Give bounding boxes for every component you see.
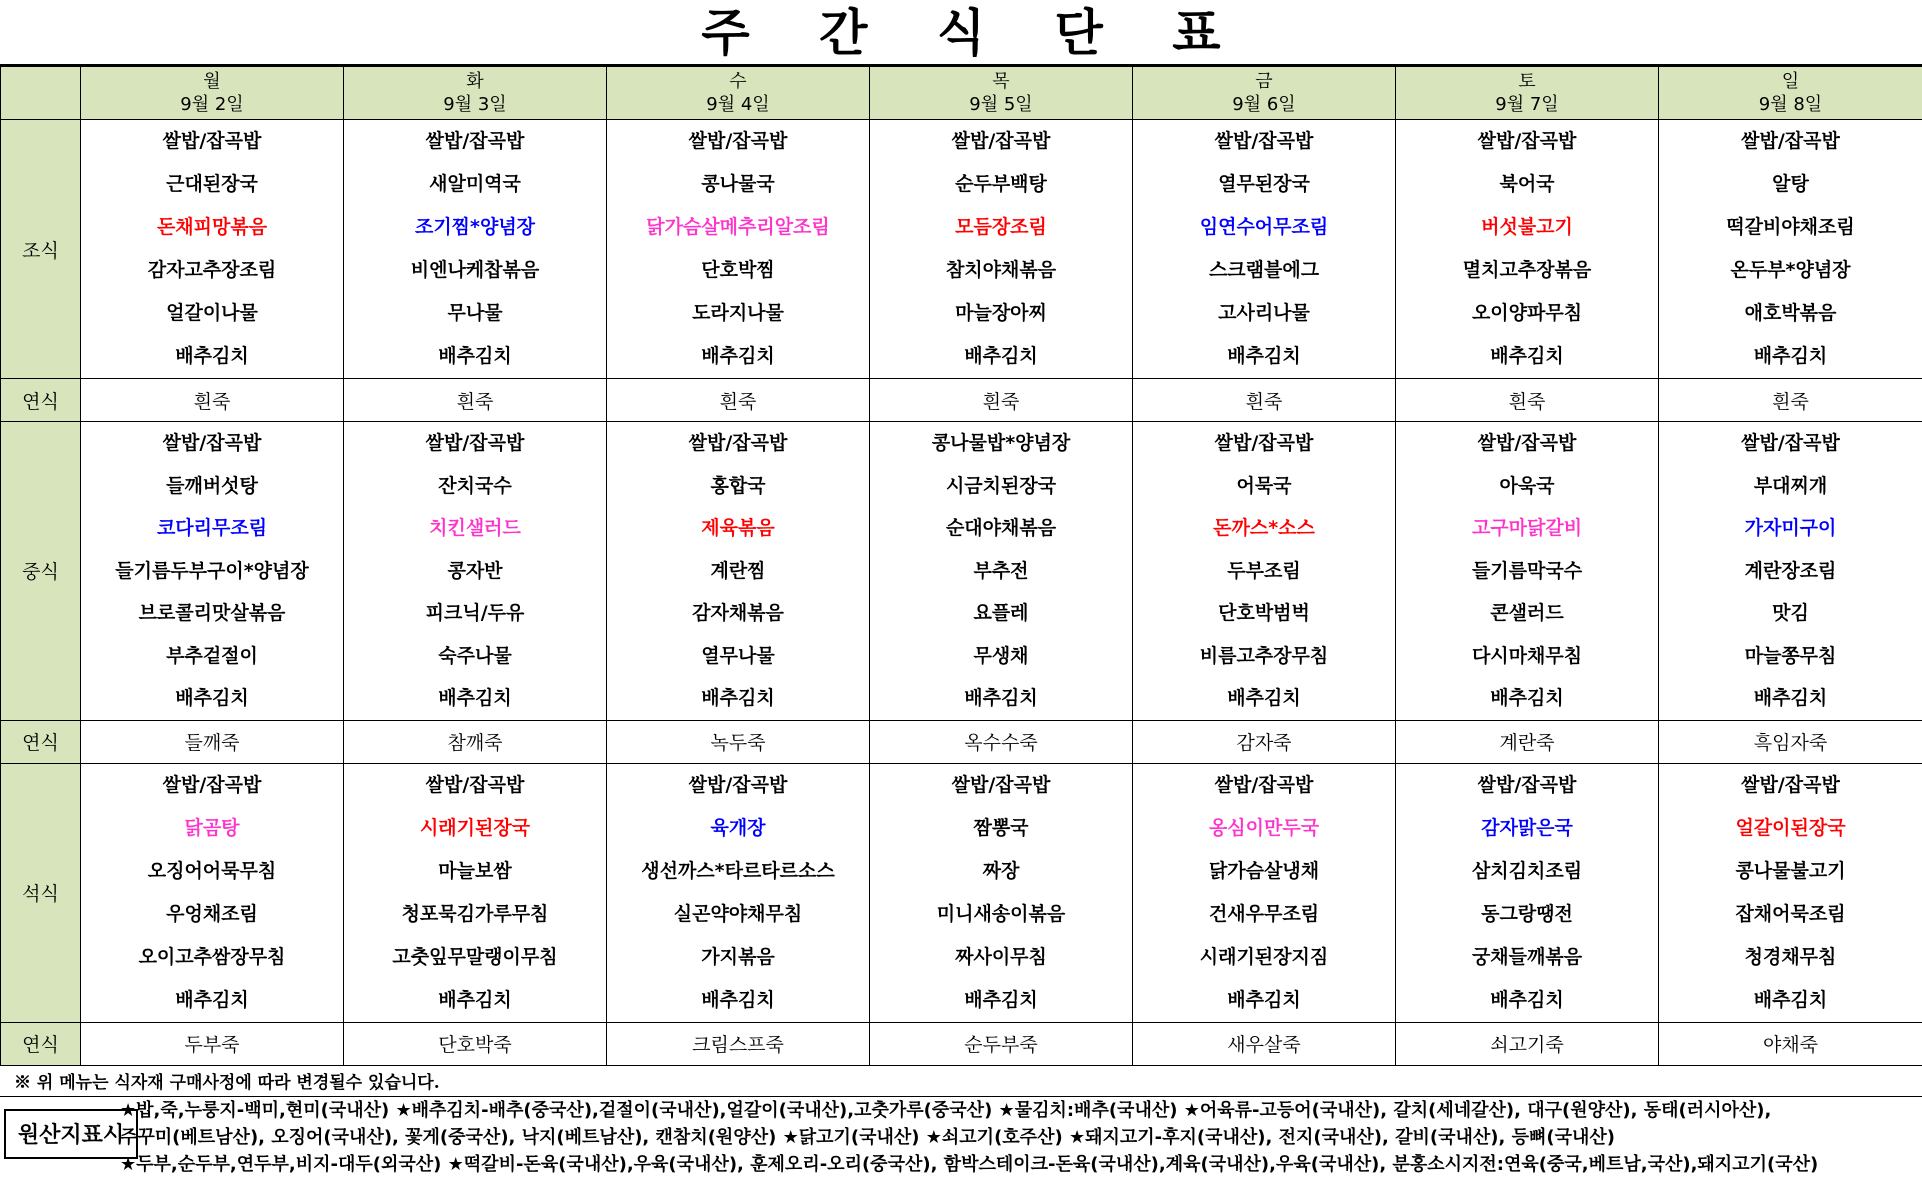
- menu-item: 궁채들깨볶음: [1471, 945, 1583, 968]
- snack-item: 흰죽: [1396, 379, 1659, 422]
- menu-item: 오이고추쌈장무침: [138, 945, 286, 968]
- menu-item: 옹심이만두국: [1208, 816, 1320, 839]
- menu-item: 감자맑은국: [1481, 816, 1573, 839]
- menu-item: 열무된장국: [1218, 173, 1310, 195]
- menu-item: 우엉채조림: [166, 902, 258, 925]
- menu-item: 육개장: [710, 816, 766, 839]
- menu-cell: [1133, 120, 1396, 379]
- page-title: 주 간 식 단 표: [0, 0, 1922, 66]
- menu-item: 닭가슴살냉채: [1208, 859, 1320, 882]
- menu-item: 배추김치: [1753, 687, 1828, 709]
- breakfast-row: [1, 120, 1922, 379]
- menu-table: [0, 66, 1922, 1066]
- menu-item: 배추김치: [964, 687, 1038, 709]
- menu-item: 애호박볶음: [1744, 302, 1837, 324]
- origin-label: 원산지표시: [4, 1109, 138, 1159]
- menu-item: 닭곰탕: [184, 816, 240, 839]
- menu-item: 얼갈이된장국: [1735, 816, 1846, 839]
- menu-item: 순대야채볶음: [945, 517, 1057, 539]
- menu-cell: [870, 763, 1133, 1022]
- snack-item: 흰죽: [81, 379, 344, 422]
- day-header: 토 9월 7일: [1396, 67, 1659, 120]
- menu-item: 오이양파무침: [1471, 302, 1583, 324]
- menu-item: 콘샐러드: [1490, 602, 1564, 624]
- menu-item: 배추김치: [1753, 988, 1828, 1011]
- menu-item: 배추김치: [175, 687, 249, 709]
- menu-cell: [81, 763, 344, 1022]
- menu-item: 잡채어묵조림: [1735, 902, 1846, 925]
- menu-cell: [344, 422, 607, 721]
- snack-item: 단호박죽: [344, 1022, 607, 1065]
- menu-item: 쌀밥/잡곡밥: [951, 130, 1051, 152]
- menu-item: 들기름막국수: [1471, 559, 1583, 582]
- menu-item: 단호박범벅: [1218, 602, 1310, 624]
- menu-item: 감자고추장조림: [147, 259, 277, 281]
- menu-item: 배추김치: [964, 345, 1038, 367]
- menu-item: 건새우무조림: [1208, 902, 1320, 925]
- day-header: 화 9월 3일: [344, 67, 607, 120]
- snack-item: 새우살죽: [1133, 1022, 1396, 1065]
- menu-item: 쌀밥/잡곡밥: [425, 432, 525, 454]
- menu-item: 쌀밥/잡곡밥: [425, 773, 525, 796]
- menu-cell: [607, 120, 870, 379]
- menu-item: 브로콜리맛살볶음: [138, 602, 286, 624]
- menu-item: 계란찜: [710, 559, 766, 582]
- menu-item: 스크램블에그: [1208, 259, 1320, 281]
- menu-item: 쌀밥/잡곡밥: [425, 130, 525, 152]
- menu-item: 감자채볶음: [692, 602, 784, 624]
- lunch-row: [1, 422, 1922, 721]
- menu-item: 가자미구이: [1744, 517, 1837, 539]
- day-header: 일 9월 8일: [1659, 67, 1922, 120]
- lunch_snack-row: [1, 720, 1922, 763]
- menu-item: 짜사이무침: [955, 945, 1047, 968]
- menu-item: 콩나물불고기: [1735, 859, 1846, 882]
- dinner-row: [1, 763, 1922, 1022]
- snack-item: 옥수수죽: [870, 720, 1133, 763]
- menu-item: 계란장조림: [1744, 559, 1837, 582]
- day-header: 월 9월 2일: [81, 67, 344, 120]
- origin-line: ★두부,순두부,연두부,비지-대두(외국산) ★떡갈비-돈육(국내산),우육(국내산), 훈제오리-오리(중국산), 함박스테이크-돈육(국내산),계육(국내산),우육(국내산), 분홍소시지전:연육(중국,베트남,국산),돼지고기(국산): [120, 1154, 1819, 1175]
- menu-item: 쌀밥/잡곡밥: [162, 773, 262, 796]
- menu-item: 떡갈비야채조림: [1726, 216, 1855, 238]
- menu-item: 잔치국수: [438, 474, 512, 497]
- snack-item: 순두부죽: [870, 1022, 1133, 1065]
- menu-item: 동그랑땡전: [1481, 902, 1573, 925]
- menu-cell: [1396, 763, 1659, 1022]
- menu-item: 생선까스*타르타르소스: [641, 859, 835, 882]
- menu-item: 참치야채볶음: [945, 259, 1057, 281]
- snack-item: 흰죽: [1133, 379, 1396, 422]
- meal-label-dinner: 석식: [1, 763, 81, 1022]
- menu-cell: [870, 422, 1133, 721]
- menu-item: 시래기된장지짐: [1199, 945, 1329, 968]
- snack-item: 참깨죽: [344, 720, 607, 763]
- menu-item: 제육볶음: [701, 517, 775, 539]
- menu-item: 순두부백탕: [955, 173, 1047, 195]
- menu-item: 무생채: [973, 644, 1029, 667]
- snack-item: 흰죽: [607, 379, 870, 422]
- menu-item: 배추김치: [438, 345, 512, 367]
- menu-cell: [1133, 763, 1396, 1022]
- menu-item: 돈까스*소스: [1213, 517, 1315, 539]
- menu-item: 숙주나물: [438, 644, 512, 667]
- menu-item: 배추김치: [438, 687, 512, 709]
- menu-item: 북어국: [1499, 173, 1555, 195]
- menu-item: 다시마채무침: [1471, 644, 1583, 667]
- menu-item: 가지볶음: [701, 945, 775, 968]
- menu-item: 실곤약야채무침: [673, 902, 803, 925]
- menu-item: 모듬장조림: [955, 216, 1047, 238]
- menu-item: 쌀밥/잡곡밥: [951, 773, 1051, 796]
- menu-item: 알탕: [1772, 173, 1809, 195]
- menu-item: 어묵국: [1236, 474, 1292, 497]
- menu-item: 쌀밥/잡곡밥: [1741, 130, 1840, 152]
- snack-item: 야채죽: [1659, 1022, 1922, 1065]
- meal-label-breakfast: 조식: [1, 120, 81, 379]
- menu-item: 청포묵김가루무침: [401, 902, 549, 925]
- menu-cell: [344, 763, 607, 1022]
- menu-item: 새알미역국: [429, 173, 521, 195]
- menu-item: 쌀밥/잡곡밥: [1477, 130, 1577, 152]
- menu-cell: [1396, 120, 1659, 379]
- menu-item: 버섯불고기: [1481, 216, 1573, 238]
- snack-item: 흰죽: [1659, 379, 1922, 422]
- menu-item: 조기찜*양념장: [414, 216, 536, 238]
- menu-item: 배추김치: [438, 988, 512, 1011]
- snack-item: 감자죽: [1133, 720, 1396, 763]
- menu-item: 배추김치: [175, 988, 249, 1011]
- menu-item: 요플레: [973, 602, 1029, 624]
- menu-item: 배추김치: [1227, 345, 1301, 367]
- menu-item: 단호박찜: [701, 259, 775, 281]
- menu-item: 쌀밥/잡곡밥: [1741, 432, 1840, 454]
- menu-item: 짬뽕국: [973, 816, 1029, 839]
- menu-cell: [1659, 763, 1922, 1022]
- menu-item: 얼갈이나물: [166, 302, 258, 324]
- menu-cell: [1133, 422, 1396, 721]
- menu-item: 두부조림: [1227, 559, 1301, 582]
- menu-item: 열무나물: [701, 644, 775, 667]
- snack-item: 흰죽: [344, 379, 607, 422]
- menu-item: 미니새송이볶음: [936, 902, 1066, 925]
- menu-item: 배추김치: [1227, 988, 1301, 1011]
- menu-item: 치킨샐러드: [429, 517, 521, 539]
- menu-item: 시래기된장국: [419, 816, 531, 839]
- menu-cell: [81, 120, 344, 379]
- menu-item: 부추겉절이: [166, 644, 258, 667]
- menu-item: 고춧잎무말랭이무침: [392, 945, 558, 968]
- snack-item: 크림스프죽: [607, 1022, 870, 1065]
- snack-item: 들깨죽: [81, 720, 344, 763]
- menu-item: 쌀밥/잡곡밥: [688, 773, 788, 796]
- menu-item: 임연수어무조림: [1199, 216, 1329, 238]
- menu-item: 비름고추장무침: [1199, 644, 1329, 667]
- menu-item: 콩자반: [447, 559, 503, 582]
- meal-label-lunch: 중식: [1, 422, 81, 721]
- origin-text: [120, 1097, 1918, 1178]
- snack-item: 흑임자죽: [1659, 720, 1922, 763]
- menu-item: 무나물: [447, 302, 503, 324]
- menu-cell: [1396, 422, 1659, 721]
- menu-item: 맛김: [1772, 602, 1809, 624]
- menu-item: 오징어어묵무침: [147, 859, 277, 882]
- day-header: 수 9월 4일: [607, 67, 870, 120]
- snack-item: 흰죽: [870, 379, 1133, 422]
- day-header: 금 9월 6일: [1133, 67, 1396, 120]
- menu-item: 마늘보쌈: [438, 859, 512, 882]
- menu-item: 쌀밥/잡곡밥: [688, 130, 788, 152]
- snack-item: 계란죽: [1396, 720, 1659, 763]
- meal-label-snack: 연식: [1, 1022, 81, 1065]
- menu-item: 배추김치: [701, 988, 775, 1011]
- day-header-row: [1, 67, 1922, 120]
- menu-cell: [344, 120, 607, 379]
- menu-item: 들기름두부구이*양념장: [115, 559, 309, 582]
- day-header: 목 9월 5일: [870, 67, 1133, 120]
- menu-item: 배추김치: [701, 345, 775, 367]
- breakfast_snack-row: [1, 379, 1922, 422]
- meal-label-snack: 연식: [1, 379, 81, 422]
- menu-item: 근대된장국: [166, 173, 258, 195]
- menu-item: 돈채피망볶음: [156, 216, 268, 238]
- menu-change-note: ※ 위 메뉴는 식자재 구매사정에 따라 변경될수 있습니다.: [14, 1073, 440, 1093]
- menu-item: 코다리무조림: [156, 517, 268, 539]
- menu-item: 쌀밥/잡곡밥: [1477, 773, 1577, 796]
- menu-item: 짜장: [982, 859, 1020, 882]
- corner-cell: [1, 67, 81, 120]
- menu-item: 쌀밥/잡곡밥: [1214, 130, 1314, 152]
- menu-item: 시금치된장국: [945, 474, 1057, 497]
- menu-cell: [870, 120, 1133, 379]
- menu-item: 부대찌개: [1753, 474, 1828, 497]
- menu-cell: [607, 763, 870, 1022]
- menu-item: 배추김치: [1490, 345, 1564, 367]
- menu-item: 온두부*양념장: [1730, 259, 1851, 281]
- menu-item: 아욱국: [1499, 474, 1555, 497]
- meal-label-snack: 연식: [1, 720, 81, 763]
- menu-cell: [81, 422, 344, 721]
- origin-line: 주꾸미(베트남산), 오징어(국내산), 꽃게(중국산), 낙지(베트남산), 캔참치(원양산) ★닭고기(국내산) ★쇠고기(호주산) ★돼지고기-후지(국내산), 전지(국내산), 갈비(국내산), 등뼈(국내산): [120, 1127, 1615, 1148]
- snack-item: 쇠고기죽: [1396, 1022, 1659, 1065]
- menu-item: 쌀밥/잡곡밥: [1741, 773, 1840, 796]
- menu-item: 삼치김치조림: [1471, 859, 1583, 882]
- menu-item: 쌀밥/잡곡밥: [1214, 432, 1314, 454]
- menu-item: 마늘쫑무침: [1744, 644, 1837, 667]
- menu-item: 쌀밥/잡곡밥: [1214, 773, 1314, 796]
- menu-item: 배추김치: [1753, 345, 1828, 367]
- menu-item: 부추전: [973, 559, 1029, 582]
- menu-item: 마늘장아찌: [955, 302, 1047, 324]
- menu-item: 배추김치: [701, 687, 775, 709]
- menu-item: 쌀밥/잡곡밥: [1477, 432, 1577, 454]
- menu-item: 쌀밥/잡곡밥: [162, 130, 262, 152]
- menu-item: 들깨버섯탕: [166, 474, 258, 497]
- menu-item: 배추김치: [1227, 687, 1301, 709]
- dinner_snack-row: [1, 1022, 1922, 1065]
- snack-item: 녹두죽: [607, 720, 870, 763]
- menu-item: 콩나물국: [701, 173, 775, 195]
- menu-item: 고사리나물: [1218, 302, 1310, 324]
- menu-item: 배추김치: [1490, 988, 1564, 1011]
- menu-cell: [1659, 120, 1922, 379]
- menu-item: 도라지나물: [692, 302, 784, 324]
- menu-item: 고구마닭갈비: [1471, 517, 1583, 539]
- origin-line: ★밥,죽,누룽지-백미,현미(국내산) ★배추김치-배추(중국산),겉절이(국내산),얼갈이(국내산),고춧가루(중국산) ★물김치:배추(국내산) ★어육류-고등어(국내산), 갈치(세네갈산), 대구(원양산), 동태(러시아산),: [120, 1100, 1772, 1121]
- origin-section: [0, 1096, 1922, 1185]
- menu-item: 콩나물밥*양념장: [931, 432, 1071, 454]
- menu-item: 닭가슴살메추리알조림: [646, 216, 830, 238]
- menu-item: 멸치고추장볶음: [1462, 259, 1592, 281]
- menu-cell: [607, 422, 870, 721]
- menu-item: 비엔나케찹볶음: [410, 259, 540, 281]
- snack-item: 두부죽: [81, 1022, 344, 1065]
- menu-item: 청경채무침: [1744, 945, 1837, 968]
- menu-item: 배추김치: [175, 345, 249, 367]
- menu-item: 피크닉/두유: [425, 602, 525, 624]
- menu-cell: [1659, 422, 1922, 721]
- menu-item: 쌀밥/잡곡밥: [162, 432, 262, 454]
- menu-item: 홍합국: [710, 474, 766, 497]
- menu-item: 배추김치: [964, 988, 1038, 1011]
- menu-item: 쌀밥/잡곡밥: [688, 432, 788, 454]
- menu-item: 배추김치: [1490, 687, 1564, 709]
